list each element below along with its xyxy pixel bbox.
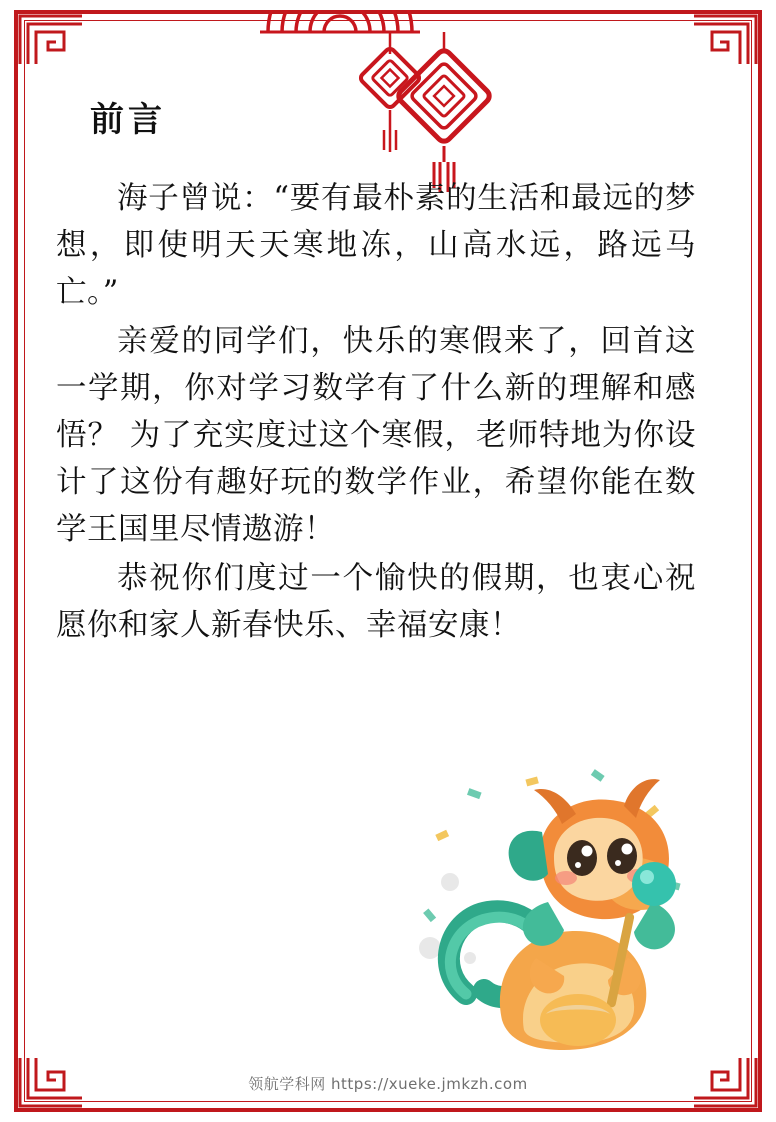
corner-ornament-icon bbox=[688, 10, 762, 70]
paragraph: 恭祝你们度过一个愉快的假期，也衷心祝愿你和家人新春快乐、幸福安康！ bbox=[56, 561, 696, 643]
body-text bbox=[56, 175, 716, 649]
footer-watermark: 领航学科网 https://xueke.jmkzh.com bbox=[248, 1075, 528, 1093]
paragraph: 亲爱的同学们，快乐的寒假来了，回首这一学期，你对学习数学有了什么新的理解和感悟？ 为了充实度过这个寒假，老师特地为你设计了这份有趣好玩的数学作业，希望你能在数学王国里尽情遨游！ bbox=[56, 324, 696, 547]
paragraph: 海子曾说：“要有最朴素的生活和最远的梦想，即使明天天寒地冻，山高水远，路远马亡。” bbox=[56, 181, 696, 310]
document-content bbox=[56, 92, 716, 651]
page-title: 前言 bbox=[90, 100, 166, 140]
corner-ornament-icon bbox=[14, 10, 88, 70]
dragon-mascot-illustration bbox=[406, 762, 696, 1062]
